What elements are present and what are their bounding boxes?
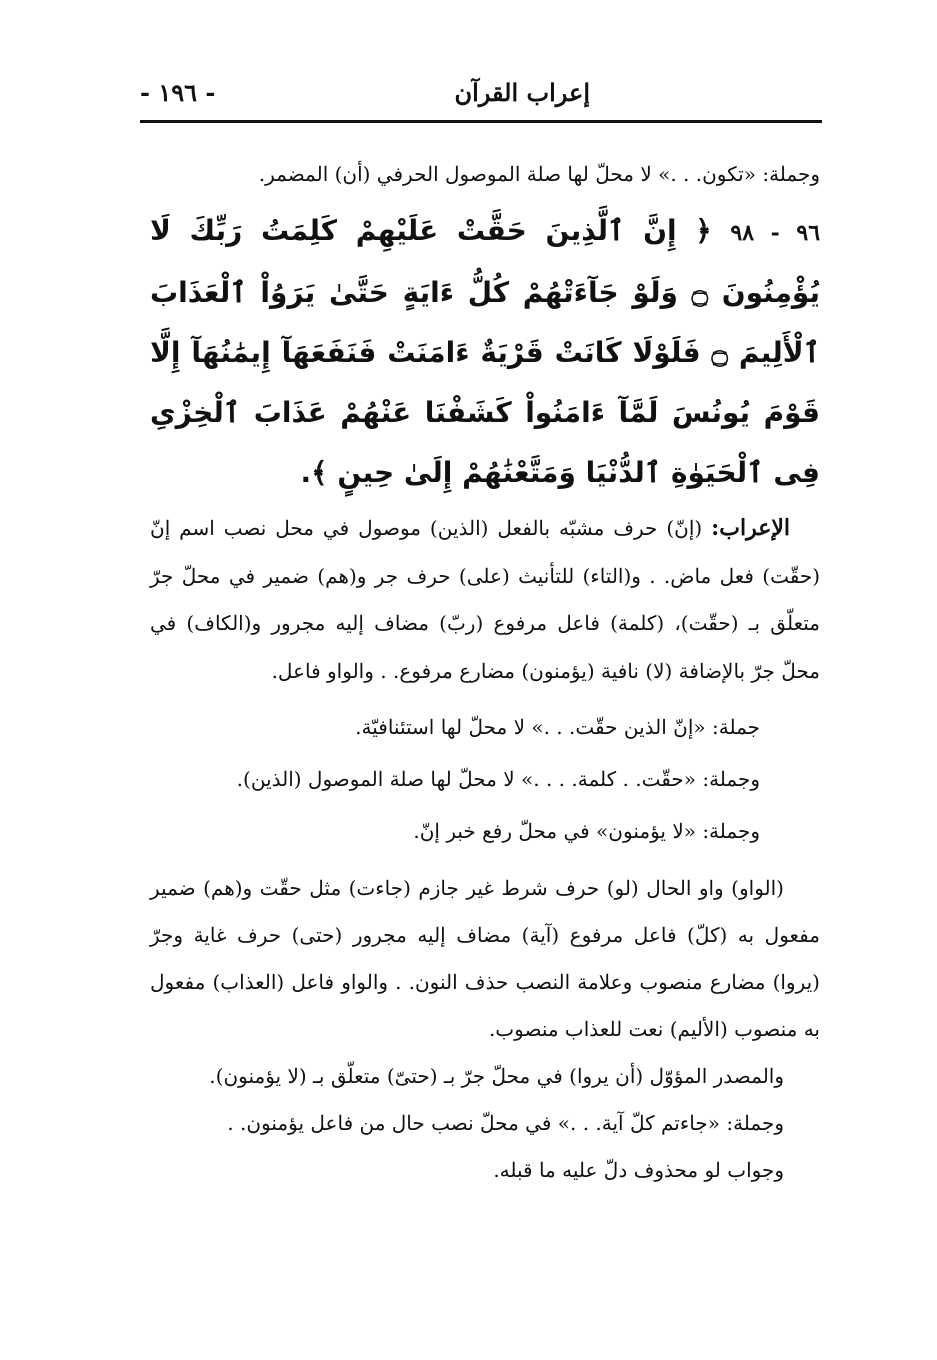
verse-number: ٩٦ - ٩٨	[730, 220, 821, 246]
irab-label: الإعراب:	[711, 515, 790, 541]
page-body	[150, 152, 820, 1194]
closing-line: وجواب لو محذوف دلّ عليه ما قبله.	[493, 1158, 784, 1182]
running-header	[140, 78, 820, 118]
header-rule	[140, 120, 822, 123]
irab-paragraph	[150, 505, 820, 695]
verse-close-bracket: ﴾.	[300, 456, 328, 489]
sentence-item: وجملة: «لا يؤمنون» في محلّ رفع خبر إنّ.	[413, 819, 760, 843]
sentence-list	[150, 701, 820, 857]
analysis-paragraph: والمصدر المؤوّل (أن يروا) في محلّ جرّ بـ (حتىّ) متعلّق بـ (لا يؤمنون).	[209, 1064, 784, 1088]
intro-sentence: وجملة: «تكون. . .» لا محلّ لها صلة الموصول الحرفي (أن) المضمر.	[258, 162, 820, 186]
verse-open-bracket: ﴿	[695, 214, 712, 247]
analysis-paragraph: وجملة: «جاءتم كلّ آية. . .» في محلّ نصب حال من فاعل يؤمنون. .	[227, 1111, 784, 1135]
book-title: إعراب القرآن	[454, 78, 590, 107]
verse-text: إِنَّ ٱلَّذِينَ حَقَّتْ عَلَيْهِمْ كَلِمَتُ رَبِّكَ لَا يُؤْمِنُونَ ۝ وَلَوْ جَآءَتْهُمْ كُلُّ ءَايَةٍ حَتَّىٰ يَرَوُاْ ٱلْعَذَابَ ٱلْأَلِيمَ ۝ فَلَوْلَا كَانَتْ قَرْيَةٌ ءَامَنَتْ فَنَفَعَهَآ إِيمَٰنُهَآ إِلَّا قَوْمَ يُونُسَ لَمَّآ ءَامَنُواْ كَشَفْنَا عَنْهُمْ عَذَابَ ٱلْخِزْىِ فِى ٱلْحَيَوٰةِ ٱلدُّنْيَا وَمَتَّعْنَٰهُمْ إِلَىٰ حِينٍ	[150, 214, 821, 489]
analysis-paragraph: (الواو) واو الحال (لو) حرف شرط غير جازم (جاءت) مثل حقّت و(هم) ضمير مفعول به (كلّ) فاعل مرفوع (آية) مضاف إليه مجرور (حتى) حرف غاية وجرّ (يروا) مضارع منصوب وعلامة النصب حذف النون. . والواو فاعل (العذاب) مفعول به منصوب (الأليم) نعت للعذاب منصوب.	[150, 876, 820, 1041]
irab-text: (إنّ) حرف مشبّه بالفعل (الذين) موصول في محل نصب اسم إنّ (حقّت) فعل ماض. . و(التاء) للتأنيث (على) حرف جر و(هم) ضمير في محلّ جرّ متعلّق بـ (حقّت)، (كلمة) فاعل مرفوع (ربّ) مضاف إليه مجرور و(الكاف) في محلّ جرّ بالإضافة (لا) نافية (يؤمنون) مضارع مرفوع. . والواو فاعل.	[150, 516, 820, 683]
quran-verse	[150, 201, 820, 503]
sentence-item: جملة: «إنّ الذين حقّت. . .» لا محلّ لها استئنافيّة.	[355, 715, 760, 739]
page-number: - ١٩٦ -	[140, 78, 216, 107]
sentence-item: وجملة: «حقّت. . كلمة. . . .» لا محلّ لها صلة الموصول (الذين).	[236, 767, 760, 791]
